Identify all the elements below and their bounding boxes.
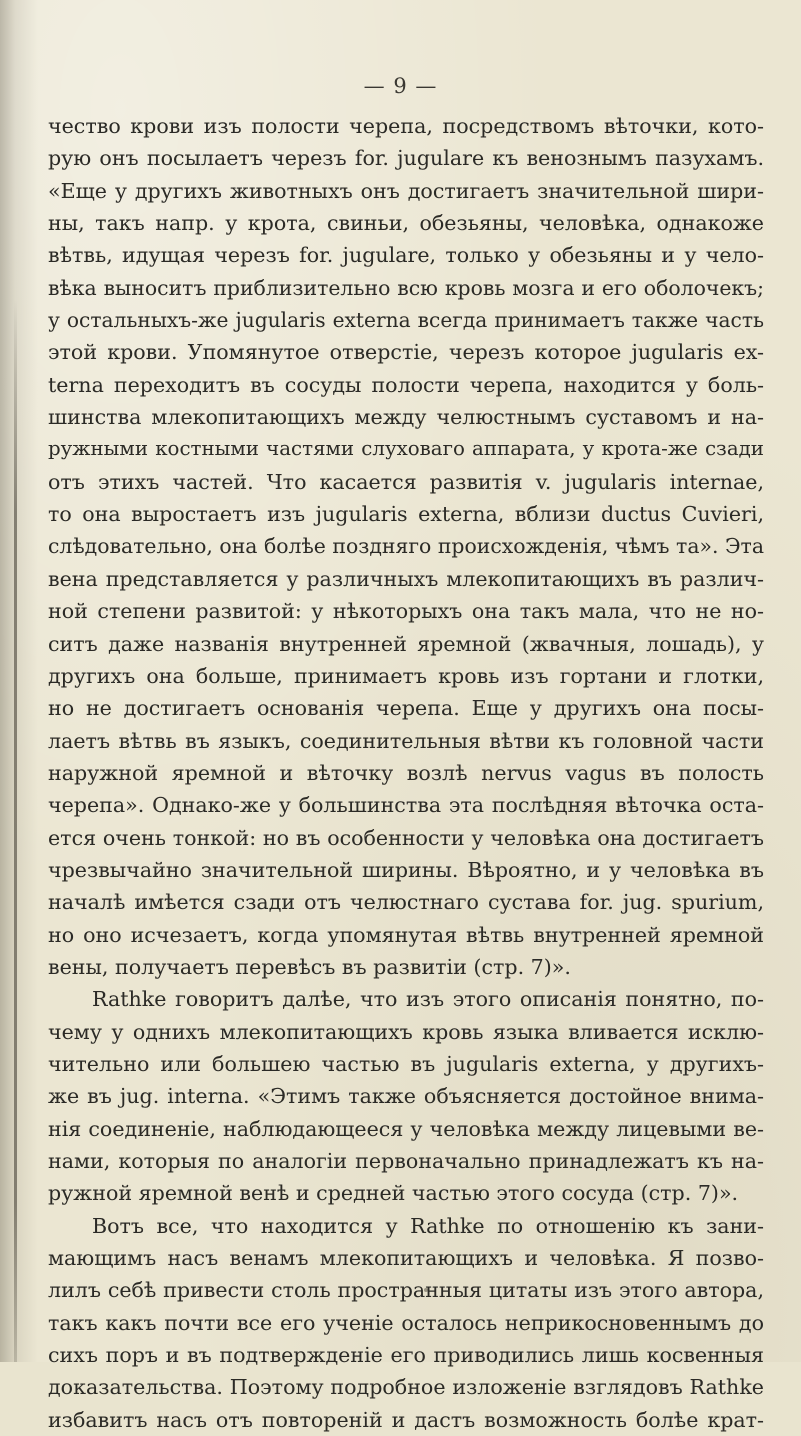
page-number: — 9 — (363, 74, 438, 98)
text-line: ружной яремной венѣ и средней частью этого сосуда (стр. 7)». (48, 1181, 739, 1206)
text-line: то она выростаетъ изъ jugularis externa, вблизи ductus Cuvieri, (48, 502, 764, 527)
text-line: чему у однихъ млекопитающихъ кровь языка вливается исклю- (48, 1019, 764, 1044)
text-line: такъ какъ почти все его ученіе осталось неприкосновеннымъ до (48, 1310, 764, 1335)
text-line: лилъ себѣ привести столь пространныя цитаты изъ этого автора, (48, 1278, 764, 1303)
binding-shadow (0, 0, 38, 1362)
text-line: началѣ имѣется сзади отъ челюстнаго сустава for. jug. spurium, (48, 890, 764, 915)
text-line: вѣтвь, идущая черезъ for. jugulare, только у обезьяны и у чело- (48, 243, 764, 268)
text-line: ной степени развитой: у нѣкоторыхъ она такъ мала, что не но- (48, 599, 764, 624)
text-line: рую онъ посылаетъ черезъ for. jugulare къ венознымъ пазухамъ. (48, 146, 764, 171)
text-line: слѣдовательно, она болѣе поздняго происхожденія, чѣмъ та». Эта (48, 534, 764, 559)
text-line: ситъ даже названія внутренней яремной (жвачныя, лошадь), у (48, 631, 764, 656)
text-line: нія соединеніе, наблюдающееся у человѣка между лицевыми ве- (48, 1116, 764, 1141)
text-line: сихъ поръ и въ подтвержденіе его приводились лишь косвенныя (48, 1343, 764, 1368)
text-line: вена представляется у различныхъ млекопитающихъ въ различ- (48, 566, 764, 591)
text-line: другихъ она больше, принимаетъ кровь изъ гортани и глотки, (48, 663, 764, 688)
text-line: отъ этихъ частей. Что касается развитія v. jugularis internae, (48, 469, 764, 494)
text-line: «Еще у другихъ животныхъ онъ достигаетъ значительной шири- (48, 178, 764, 203)
text-line: но оно исчезаетъ, когда упомянутая вѣтвь внутренней яремной (48, 922, 764, 947)
text-line: ется очень тонкой: но въ особенности у человѣка она достигаетъ (48, 825, 764, 850)
text-line: доказательства. Поэтому подробное изложеніе взглядовъ Rathke (48, 1375, 764, 1400)
text-line: чество крови изъ полости черепа, посредствомъ вѣточки, кото- (48, 114, 764, 138)
text-line: terna переходитъ въ сосуды полости черепа, находится у боль- (48, 372, 764, 397)
text-line: черепа». Однако-же у большинства эта послѣдняя вѣточка оста- (48, 793, 764, 818)
text-line: вены, получаетъ перевѣсъ въ развитіи (стр. 7)». (48, 954, 571, 979)
text-line: но не достигаетъ основанія черепа. Еще у другихъ она посы- (48, 696, 764, 721)
text-line: ружными костными частями слуховаго аппарата, у крота-же сзади (48, 437, 764, 461)
text-line: вѣка выноситъ приблизительно всю кровь мозга и его оболочекъ; (48, 275, 764, 300)
text-line: чительно или большею частью въ jugularis externa, у другихъ- (48, 1051, 764, 1076)
text-line: наружной яремной и вѣточку возлѣ nervus vagus въ полость (48, 760, 764, 785)
text-line: избавитъ насъ отъ повтореній и дастъ возможность болѣе крат- (48, 1407, 764, 1432)
text-line: мающимъ насъ венамъ млекопитающихъ и человѣка. Я позво- (48, 1246, 764, 1271)
body-text (48, 110, 764, 1436)
ink-speck (424, 1288, 428, 1292)
text-line: Rathke говоритъ далѣе, что изъ этого описанія понятно, по- (92, 987, 764, 1012)
text-line: этой крови. Упомянутое отверстіе, черезъ которое jugularis ex- (48, 340, 764, 365)
text-line: шинства млекопитающихъ между челюстнымъ суставомъ и на- (48, 405, 764, 430)
text-line: же въ jug. interna. «Этимъ также объясняется достойное внима- (48, 1084, 764, 1109)
text-line: чрезвычайно значительной ширины. Вѣроятно, и у человѣка въ (48, 857, 764, 882)
text-line: Вотъ все, что находится у Rathke по отношенію къ зани- (92, 1213, 764, 1238)
page-edge-line (14, 300, 17, 1362)
text-line: ны, такъ напр. у крота, свиньи, обезьяны, человѣка, однакоже (48, 211, 764, 236)
text-line: у остальныхъ-же jugularis externa всегда принимаетъ также часть (48, 308, 764, 333)
text-line: лаетъ вѣтвь въ языкъ, соединительныя вѣтви къ головной части (48, 728, 764, 753)
text-line: нами, которыя по аналогіи первоначально принадлежатъ къ на- (48, 1149, 764, 1173)
